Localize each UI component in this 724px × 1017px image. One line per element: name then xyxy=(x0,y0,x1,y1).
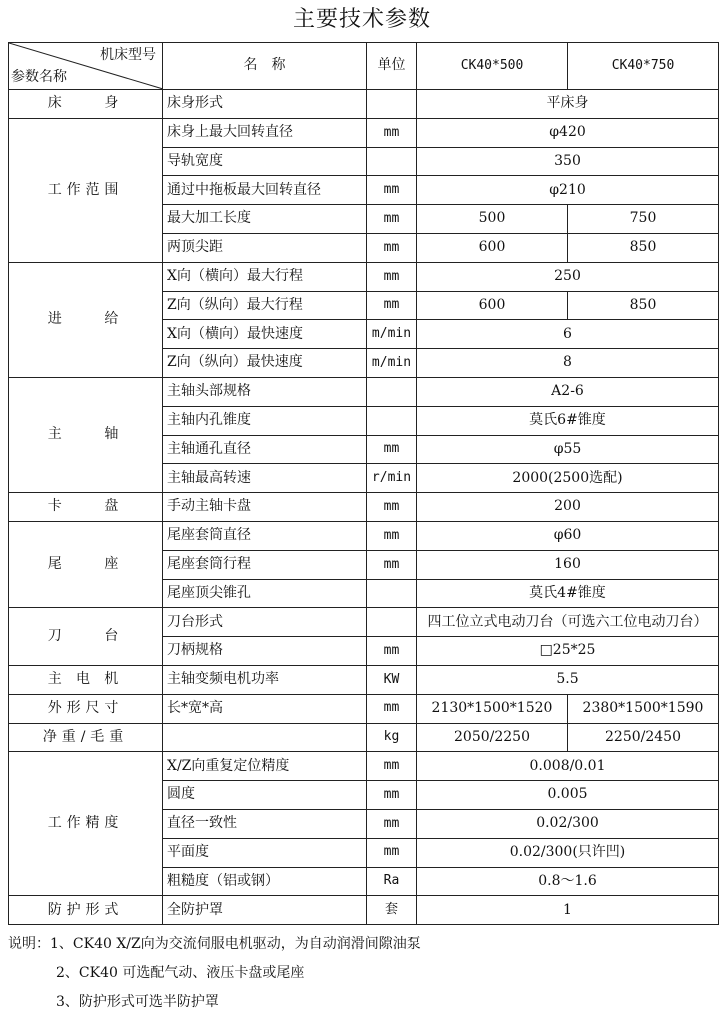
param-value: 0.008/0.01 xyxy=(417,752,719,781)
param-unit xyxy=(367,147,417,176)
param-value: 8 xyxy=(417,349,719,378)
group-label: 尾 座 xyxy=(9,521,163,607)
param-name: 导轨宽度 xyxy=(163,147,367,176)
param-unit: mm xyxy=(367,205,417,234)
param-name: X向（横向）最大行程 xyxy=(163,262,367,291)
table-row xyxy=(9,665,719,694)
param-value: 200 xyxy=(417,493,719,522)
param-value: 0.02/300 xyxy=(417,809,719,838)
header-name: 名 称 xyxy=(163,43,367,90)
param-name: 主轴通孔直径 xyxy=(163,435,367,464)
table-row xyxy=(9,118,719,147)
param-unit: mm xyxy=(367,262,417,291)
group-label: 防护形式 xyxy=(9,896,163,925)
header-unit: 单位 xyxy=(367,43,417,90)
param-value: 0.8～1.6 xyxy=(417,867,719,896)
param-value: 2000(2500选配) xyxy=(417,464,719,493)
param-name: 刀柄规格 xyxy=(163,637,367,666)
param-name: 主轴内孔锥度 xyxy=(163,406,367,435)
param-name: 两顶尖距 xyxy=(163,233,367,262)
param-unit: mm xyxy=(367,838,417,867)
param-unit xyxy=(367,406,417,435)
param-value: 600 xyxy=(417,291,568,320)
header-row xyxy=(9,43,719,90)
table-row xyxy=(9,723,719,752)
param-name: Z向（纵向）最快速度 xyxy=(163,349,367,378)
param-value: A2-6 xyxy=(417,377,719,406)
notes xyxy=(8,930,421,1017)
param-unit: r/min xyxy=(367,464,417,493)
param-value: 850 xyxy=(568,291,719,320)
header-model-1: CK40*500 xyxy=(417,43,568,90)
table-row xyxy=(9,752,719,781)
param-value: 平床身 xyxy=(417,90,719,119)
table-row xyxy=(9,521,719,550)
group-label: 刀 台 xyxy=(9,608,163,666)
param-value: φ60 xyxy=(417,521,719,550)
param-unit: mm xyxy=(367,233,417,262)
note-line: 3、防护形式可选半防护罩 xyxy=(56,994,219,1010)
param-unit: 套 xyxy=(367,896,417,925)
param-name: 主轴头部规格 xyxy=(163,377,367,406)
spec-table xyxy=(8,42,719,925)
param-unit: mm xyxy=(367,637,417,666)
group-label: 床 身 xyxy=(9,90,163,119)
param-name: 通过中拖板最大回转直径 xyxy=(163,176,367,205)
param-unit: m/min xyxy=(367,320,417,349)
param-unit: mm xyxy=(367,781,417,810)
param-value: 2250/2450 xyxy=(568,723,719,752)
param-name: 尾座套筒行程 xyxy=(163,550,367,579)
param-value: 2130*1500*1520 xyxy=(417,694,568,723)
header-model-2: CK40*750 xyxy=(568,43,719,90)
param-name: 最大加工长度 xyxy=(163,205,367,234)
param-unit xyxy=(367,579,417,608)
note-line: 说明：1、CK40 X/Z向为交流伺服电机驱动，为自动润滑间隙油泵 xyxy=(8,936,421,952)
param-unit: mm xyxy=(367,118,417,147)
param-unit: mm xyxy=(367,521,417,550)
param-value: φ55 xyxy=(417,435,719,464)
param-unit: KW xyxy=(367,665,417,694)
param-name: 粗糙度（铝或钢） xyxy=(163,867,367,896)
group-label: 工作精度 xyxy=(9,752,163,896)
param-unit: mm xyxy=(367,291,417,320)
param-unit: mm xyxy=(367,435,417,464)
param-name: 手动主轴卡盘 xyxy=(163,493,367,522)
param-value: 600 xyxy=(417,233,568,262)
param-unit: mm xyxy=(367,694,417,723)
table-row xyxy=(9,896,719,925)
param-name: Z向（纵向）最大行程 xyxy=(163,291,367,320)
param-name: X/Z向重复定位精度 xyxy=(163,752,367,781)
group-label: 净重/毛重 xyxy=(9,723,163,752)
corner-cell xyxy=(9,43,163,90)
table-row xyxy=(9,608,719,637)
param-name: X向（横向）最快速度 xyxy=(163,320,367,349)
corner-bottom-label: 参数名称 xyxy=(11,68,67,85)
param-name xyxy=(163,723,367,752)
note-line: 2、CK40 可选配气动、液压卡盘或尾座 xyxy=(56,965,305,981)
group-label: 主 电 机 xyxy=(9,665,163,694)
param-unit: mm xyxy=(367,493,417,522)
param-value: 5.5 xyxy=(417,665,719,694)
param-value: 1 xyxy=(417,896,719,925)
group-label: 卡 盘 xyxy=(9,493,163,522)
group-label: 主 轴 xyxy=(9,377,163,492)
param-unit xyxy=(367,608,417,637)
param-unit: Ra xyxy=(367,867,417,896)
param-unit: mm xyxy=(367,752,417,781)
param-name: 全防护罩 xyxy=(163,896,367,925)
param-name: 直径一致性 xyxy=(163,809,367,838)
param-name: 平面度 xyxy=(163,838,367,867)
param-value: 2050/2250 xyxy=(417,723,568,752)
param-value: 160 xyxy=(417,550,719,579)
param-value: 莫氏6#锥度 xyxy=(417,406,719,435)
page-title: 主要技术参数 xyxy=(292,7,431,32)
param-value: φ210 xyxy=(417,176,719,205)
param-value: 四工位立式电动刀台（可选六工位电动刀台） xyxy=(417,608,719,637)
table-row xyxy=(9,377,719,406)
corner-top-label: 机床型号 xyxy=(100,47,156,63)
param-name: 主轴最高转速 xyxy=(163,464,367,493)
param-value: 2380*1500*1590 xyxy=(568,694,719,723)
param-value: 350 xyxy=(417,147,719,176)
param-value: 0.005 xyxy=(417,781,719,810)
param-value: 850 xyxy=(568,233,719,262)
group-label: 进 给 xyxy=(9,262,163,377)
param-unit: mm xyxy=(367,809,417,838)
param-name: 刀台形式 xyxy=(163,608,367,637)
param-name: 床身形式 xyxy=(163,90,367,119)
param-value: 750 xyxy=(568,205,719,234)
param-unit: kg xyxy=(367,723,417,752)
param-name: 主轴变频电机功率 xyxy=(163,665,367,694)
group-label: 外形尺寸 xyxy=(9,694,163,723)
param-name: 尾座顶尖锥孔 xyxy=(163,579,367,608)
param-name: 尾座套筒直径 xyxy=(163,521,367,550)
param-unit: m/min xyxy=(367,349,417,378)
table-row xyxy=(9,262,719,291)
param-value: 0.02/300(只许凹) xyxy=(417,838,719,867)
param-value: 莫氏4#锥度 xyxy=(417,579,719,608)
param-unit xyxy=(367,90,417,119)
table-row xyxy=(9,694,719,723)
param-value: φ420 xyxy=(417,118,719,147)
param-unit: mm xyxy=(367,176,417,205)
param-value: □25*25 xyxy=(417,637,719,666)
param-value: 500 xyxy=(417,205,568,234)
group-label: 工作范围 xyxy=(9,118,163,262)
param-name: 圆度 xyxy=(163,781,367,810)
param-unit: mm xyxy=(367,550,417,579)
param-unit xyxy=(367,377,417,406)
table-row xyxy=(9,90,719,119)
param-value: 250 xyxy=(417,262,719,291)
param-name: 床身上最大回转直径 xyxy=(163,118,367,147)
param-name: 长*宽*高 xyxy=(163,694,367,723)
table-row xyxy=(9,493,719,522)
param-value: 6 xyxy=(417,320,719,349)
